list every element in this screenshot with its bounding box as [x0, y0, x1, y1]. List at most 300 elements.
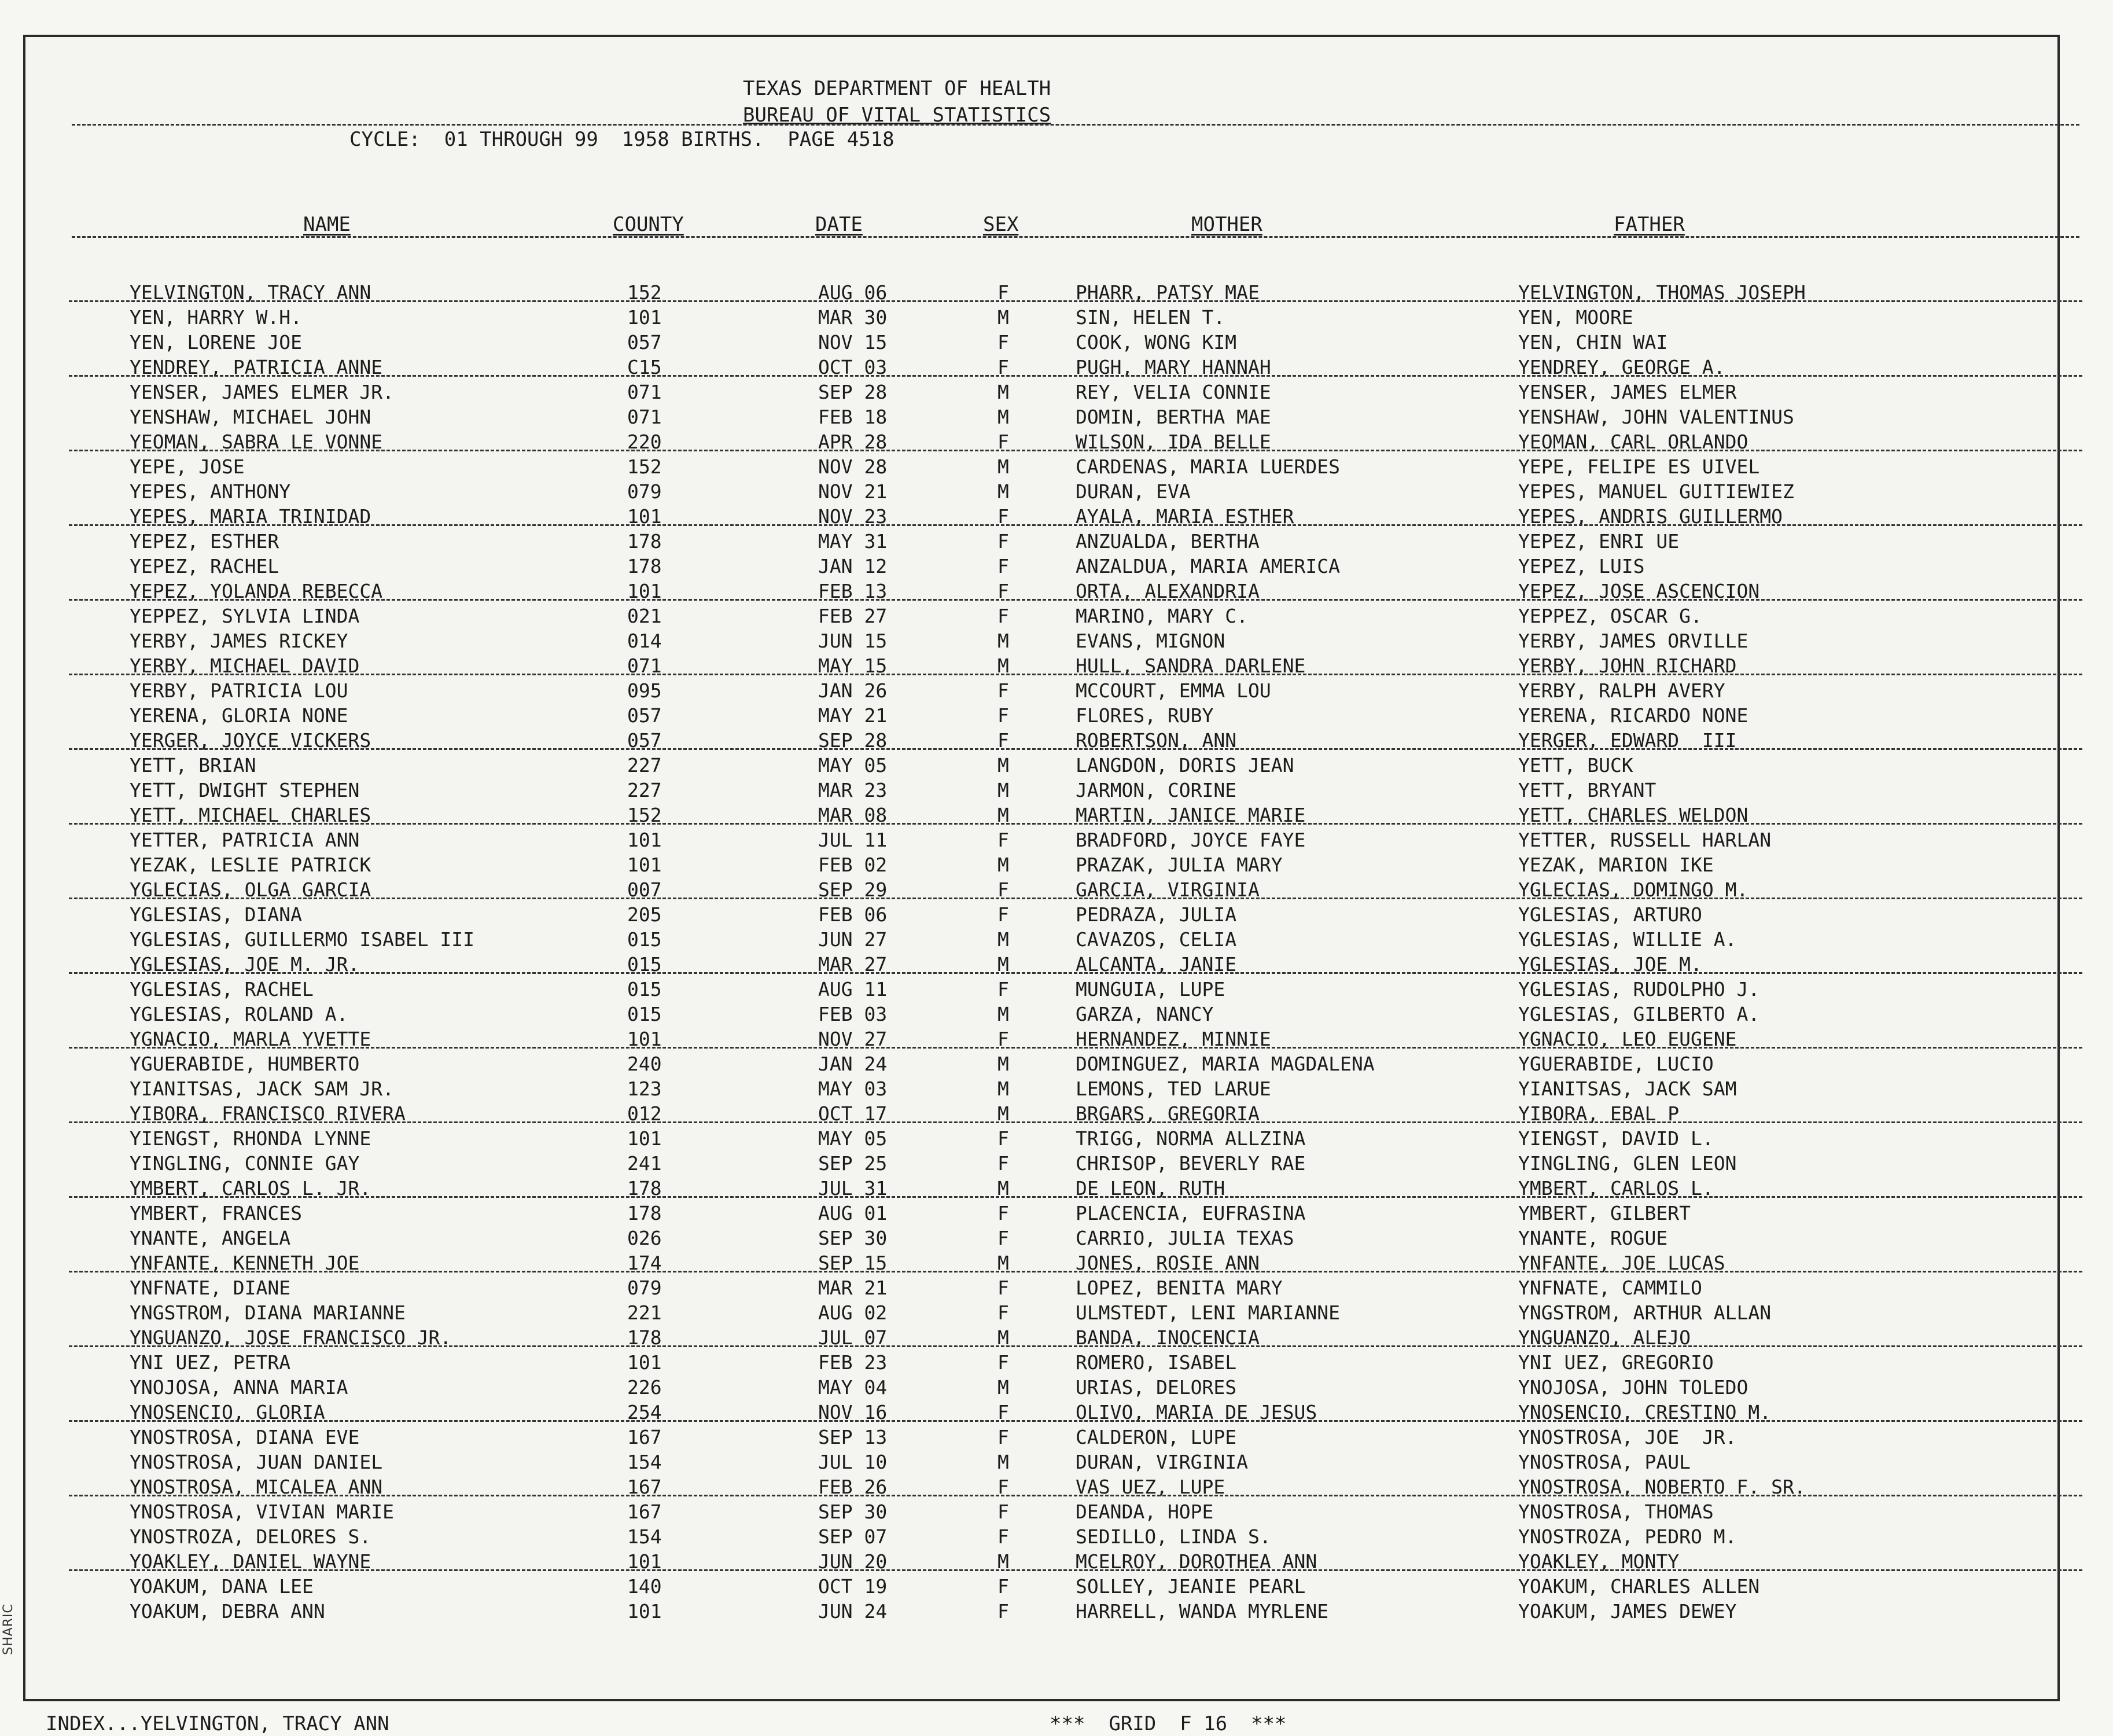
record-county: 012 — [627, 1102, 662, 1125]
record-mother: MUNGUIA, LUPE — [1076, 978, 1225, 1001]
record-date: MAY 05 — [818, 1127, 888, 1150]
record-name: YEPES, ANTHONY — [130, 480, 291, 503]
record-sex: F — [997, 903, 1009, 926]
record-date: JUL 31 — [818, 1177, 888, 1200]
record-name: YENSER, JAMES ELMER JR. — [130, 381, 394, 403]
record-county: 178 — [627, 555, 662, 578]
record-mother: MARTIN, JANICE MARIE — [1076, 804, 1306, 826]
record-sex: F — [997, 1152, 1009, 1175]
record-sex: M — [997, 804, 1009, 826]
record-father: YERBY, JOHN RICHARD — [1518, 654, 1737, 677]
record-name: YINGLING, CONNIE GAY — [130, 1152, 360, 1175]
record-mother: MCELROY, DOROTHEA ANN — [1076, 1550, 1317, 1573]
record-date: MAY 31 — [818, 530, 888, 553]
record-date: SEP 15 — [818, 1252, 888, 1274]
record-date: JUN 24 — [818, 1600, 888, 1623]
record-father: YGNACIO, LEO EUGENE — [1518, 1028, 1737, 1050]
record-sex: F — [997, 331, 1009, 354]
record-row — [25, 1474, 2062, 1499]
record-name: YOAKLEY, DANIEL WAYNE — [130, 1550, 371, 1573]
record-name: YEOMAN, SABRA LE VONNE — [130, 431, 383, 453]
record-sex: M — [997, 1003, 1009, 1025]
record-mother: AYALA, MARIA ESTHER — [1076, 505, 1294, 528]
record-name: YERENA, GLORIA NONE — [130, 704, 348, 727]
record-row — [25, 1176, 2062, 1201]
record-row — [25, 454, 2062, 479]
record-father: YEPPEZ, OSCAR G. — [1518, 605, 1702, 627]
record-county: 015 — [627, 953, 662, 976]
record-date: MAY 05 — [818, 754, 888, 777]
record-date: FEB 23 — [818, 1351, 888, 1374]
record-mother: COOK, WONG KIM — [1076, 331, 1237, 354]
record-sex: M — [997, 1550, 1009, 1573]
record-county: 057 — [627, 704, 662, 727]
record-county: 178 — [627, 530, 662, 553]
record-mother: CHRISOP, BEVERLY RAE — [1076, 1152, 1306, 1175]
record-mother: HARRELL, WANDA MYRLENE — [1076, 1600, 1329, 1623]
record-mother: CALDERON, LUPE — [1076, 1426, 1237, 1448]
record-date: APR 28 — [818, 431, 888, 453]
record-mother: PLACENCIA, EUFRASINA — [1076, 1202, 1306, 1224]
record-mother: DE LEON, RUTH — [1076, 1177, 1225, 1200]
record-sex: F — [997, 431, 1009, 453]
record-county: 220 — [627, 431, 662, 453]
record-date: FEB 26 — [818, 1476, 888, 1498]
record-sex: F — [997, 505, 1009, 528]
record-father: YEPES, MANUEL GUITIEWIEZ — [1518, 480, 1794, 503]
record-date: JUL 10 — [818, 1451, 888, 1473]
record-sex: F — [997, 580, 1009, 602]
record-row — [25, 1226, 2062, 1250]
record-mother: BRGARS, GREGORIA — [1076, 1102, 1260, 1125]
record-father: YETT, BUCK — [1518, 754, 1633, 777]
record-date: FEB 02 — [818, 854, 888, 876]
record-mother: ROMERO, ISABEL — [1076, 1351, 1237, 1374]
record-county: 095 — [627, 679, 662, 702]
record-county: 057 — [627, 331, 662, 354]
record-row — [25, 1275, 2062, 1300]
record-county: 221 — [627, 1301, 662, 1324]
record-sex: F — [997, 1028, 1009, 1050]
record-sex: F — [997, 1202, 1009, 1224]
record-row — [25, 1325, 2062, 1350]
record-sex: F — [997, 605, 1009, 627]
record-father: YERGER, EDWARD III — [1518, 729, 1737, 752]
record-mother: PUGH, MARY HANNAH — [1076, 356, 1271, 378]
record-sex: F — [997, 1525, 1009, 1548]
record-date: NOV 15 — [818, 331, 888, 354]
record-father: YEZAK, MARION IKE — [1518, 854, 1714, 876]
record-name: YETT, DWIGHT STEPHEN — [130, 779, 360, 801]
record-mother: GARCIA, VIRGINIA — [1076, 878, 1260, 901]
record-name: YNOSTROSA, JUAN DANIEL — [130, 1451, 383, 1473]
column-header-county: COUNTY — [613, 213, 684, 236]
record-father: YNOJOSA, JOHN TOLEDO — [1518, 1376, 1748, 1399]
record-sex: M — [997, 1102, 1009, 1125]
record-date: MAR 30 — [818, 306, 888, 329]
record-name: YNANTE, ANGELA — [130, 1227, 291, 1249]
record-row — [25, 529, 2062, 554]
record-county: 154 — [627, 1451, 662, 1473]
record-mother: JARMON, CORINE — [1076, 779, 1237, 801]
record-mother: LOPEZ, BENITA MARY — [1076, 1277, 1283, 1299]
record-sex: F — [997, 1575, 1009, 1598]
record-row — [25, 877, 2062, 902]
record-mother: PHARR, PATSY MAE — [1076, 281, 1260, 304]
record-sex: F — [997, 729, 1009, 752]
record-county: 101 — [627, 854, 662, 876]
record-date: NOV 23 — [818, 505, 888, 528]
record-sex: M — [997, 381, 1009, 403]
record-county: 101 — [627, 505, 662, 528]
record-date: MAY 15 — [818, 654, 888, 677]
record-row — [25, 977, 2062, 1002]
record-mother: HULL, SANDRA DARLENE — [1076, 654, 1306, 677]
record-mother: FLORES, RUBY — [1076, 704, 1214, 727]
record-name: YMBERT, CARLOS L. JR. — [130, 1177, 371, 1200]
agency-title: TEXAS DEPARTMENT OF HEALTH — [743, 77, 1051, 100]
record-sex: F — [997, 1476, 1009, 1498]
record-row — [25, 1101, 2062, 1126]
index-footer: INDEX...YELVINGTON, TRACY ANN — [46, 1712, 389, 1735]
record-mother: ANZUALDA, BERTHA — [1076, 530, 1260, 553]
record-father: YETTER, RUSSELL HARLAN — [1518, 829, 1772, 851]
record-father: YEPE, FELIPE ES UIVEL — [1518, 455, 1760, 478]
record-sex: M — [997, 953, 1009, 976]
record-mother: MCCOURT, EMMA LOU — [1076, 679, 1271, 702]
record-mother: WILSON, IDA BELLE — [1076, 431, 1271, 453]
record-father: YENDREY, GEORGE A. — [1518, 356, 1725, 378]
record-name: YEPEZ, ESTHER — [130, 530, 279, 553]
record-county: 226 — [627, 1376, 662, 1399]
column-header-father: FATHER — [1614, 213, 1685, 236]
record-date: JAN 26 — [818, 679, 888, 702]
record-date: AUG 11 — [818, 978, 888, 1001]
record-father: YGLESIAS, GILBERTO A. — [1518, 1003, 1760, 1025]
record-father: YEN, MOORE — [1518, 306, 1633, 329]
record-name: YOAKUM, DANA LEE — [130, 1575, 314, 1598]
record-father: YEPEZ, JOSE ASCENCION — [1518, 580, 1760, 602]
cycle-line: CYCLE: 01 THROUGH 99 1958 BIRTHS. PAGE 4518 — [349, 128, 894, 151]
record-sex: M — [997, 306, 1009, 329]
record-father: YNOSTROSA, NOBERTO F. SR. — [1518, 1476, 1806, 1498]
record-date: JUL 11 — [818, 829, 888, 851]
record-mother: CARRIO, JULIA TEXAS — [1076, 1227, 1294, 1249]
record-name: YIBORA, FRANCISCO RIVERA — [130, 1102, 406, 1125]
record-name: YNOSTROSA, DIANA EVE — [130, 1426, 360, 1448]
record-date: OCT 19 — [818, 1575, 888, 1598]
record-name: YNOSTROZA, DELORES S. — [130, 1525, 371, 1548]
record-mother: GARZA, NANCY — [1076, 1003, 1214, 1025]
record-date: JUN 15 — [818, 630, 888, 652]
record-date: MAY 21 — [818, 704, 888, 727]
record-county: 167 — [627, 1500, 662, 1523]
record-name: YGLESIAS, DIANA — [130, 903, 303, 926]
record-row — [25, 330, 2062, 355]
record-date: AUG 01 — [818, 1202, 888, 1224]
record-county: 026 — [627, 1227, 662, 1249]
column-header-sex: SEX — [983, 213, 1019, 236]
record-sex: M — [997, 854, 1009, 876]
record-row — [25, 1002, 2062, 1027]
record-sex: M — [997, 1177, 1009, 1200]
record-name: YGLESIAS, RACHEL — [130, 978, 314, 1001]
record-name: YGLESIAS, GUILLERMO ISABEL III — [130, 928, 475, 951]
record-name: YNOSENCIO, GLORIA — [130, 1401, 325, 1424]
record-name: YEPPEZ, SYLVIA LINDA — [130, 605, 360, 627]
record-name: YENDREY, PATRICIA ANNE — [130, 356, 383, 378]
record-name: YEN, HARRY W.H. — [130, 306, 303, 329]
record-mother: JONES, ROSIE ANN — [1076, 1252, 1260, 1274]
record-county: 167 — [627, 1476, 662, 1498]
record-father: YNGUANZO, ALEJO — [1518, 1326, 1691, 1349]
records-list — [25, 280, 2062, 1624]
record-county: 057 — [627, 729, 662, 752]
column-header-date: DATE — [815, 213, 863, 236]
record-sex: F — [997, 1600, 1009, 1623]
record-county: C15 — [627, 356, 662, 378]
record-mother: ROBERTSON, ANN — [1076, 729, 1237, 752]
record-name: YERBY, JAMES RICKEY — [130, 630, 348, 652]
record-father: YEPES, ANDRIS GUILLERMO — [1518, 505, 1783, 528]
record-county: 227 — [627, 754, 662, 777]
record-county: 079 — [627, 480, 662, 503]
record-father: YIANITSAS, JACK SAM — [1518, 1077, 1737, 1100]
record-name: YEPE, JOSE — [130, 455, 245, 478]
record-sex: F — [997, 356, 1009, 378]
record-name: YGLESIAS, ROLAND A. — [130, 1003, 348, 1025]
record-date: NOV 16 — [818, 1401, 888, 1424]
record-mother: DOMIN, BERTHA MAE — [1076, 406, 1271, 428]
record-row — [25, 429, 2062, 454]
record-name: YERBY, PATRICIA LOU — [130, 679, 348, 702]
record-county: 071 — [627, 406, 662, 428]
record-name: YGUERABIDE, HUMBERTO — [130, 1053, 360, 1075]
record-mother: OLIVO, MARIA DE JESUS — [1076, 1401, 1317, 1424]
record-sex: F — [997, 1351, 1009, 1374]
record-sex: M — [997, 1053, 1009, 1075]
record-date: FEB 18 — [818, 406, 888, 428]
record-row — [25, 1499, 2062, 1524]
record-row — [25, 604, 2062, 628]
record-sex: M — [997, 654, 1009, 677]
record-county: 178 — [627, 1177, 662, 1200]
record-date: JUN 20 — [818, 1550, 888, 1573]
record-row — [25, 554, 2062, 579]
record-county: 167 — [627, 1426, 662, 1448]
record-sex: M — [997, 1451, 1009, 1473]
record-mother: DURAN, EVA — [1076, 480, 1191, 503]
record-father: YEPEZ, ENRI UE — [1518, 530, 1680, 553]
record-mother: LEMONS, TED LARUE — [1076, 1077, 1271, 1100]
record-row — [25, 952, 2062, 977]
record-mother: ULMSTEDT, LENI MARIANNE — [1076, 1301, 1340, 1324]
record-county: 101 — [627, 1127, 662, 1150]
record-sex: M — [997, 455, 1009, 478]
record-father: YNANTE, ROGUE — [1518, 1227, 1668, 1249]
record-mother: DOMINGUEZ, MARIA MAGDALENA — [1076, 1053, 1375, 1075]
record-row — [25, 653, 2062, 678]
record-sex: M — [997, 779, 1009, 801]
record-date: FEB 13 — [818, 580, 888, 602]
record-row — [25, 1450, 2062, 1474]
record-mother: ORTA, ALEXANDRIA — [1076, 580, 1260, 602]
record-county: 101 — [627, 1028, 662, 1050]
side-label: SHARIC — [1, 1603, 16, 1655]
record-name: YEZAK, LESLIE PATRICK — [130, 854, 371, 876]
record-date: FEB 03 — [818, 1003, 888, 1025]
record-mother: BRADFORD, JOYCE FAYE — [1076, 829, 1306, 851]
record-county: 015 — [627, 928, 662, 951]
record-mother: VAS UEZ, LUPE — [1076, 1476, 1225, 1498]
record-father: YNOSTROSA, JOE JR. — [1518, 1426, 1737, 1448]
record-name: YNGSTROM, DIANA MARIANNE — [130, 1301, 406, 1324]
record-row — [25, 628, 2062, 653]
record-name: YERGER, JOYCE VICKERS — [130, 729, 371, 752]
record-date: FEB 27 — [818, 605, 888, 627]
record-date: SEP 30 — [818, 1227, 888, 1249]
record-row — [25, 902, 2062, 927]
record-row — [25, 703, 2062, 728]
record-date: SEP 25 — [818, 1152, 888, 1175]
record-name: YEPES, MARIA TRINIDAD — [130, 505, 371, 528]
record-date: SEP 29 — [818, 878, 888, 901]
record-father: YNOSENCIO, CRESTINO M. — [1518, 1401, 1772, 1424]
record-row — [25, 1201, 2062, 1226]
record-name: YETT, BRIAN — [130, 754, 256, 777]
record-mother: BANDA, INOCENCIA — [1076, 1326, 1260, 1349]
record-name: YNOSTROSA, VIVIAN MARIE — [130, 1500, 394, 1523]
record-county: 178 — [627, 1202, 662, 1224]
record-county: 101 — [627, 1351, 662, 1374]
record-date: NOV 27 — [818, 1028, 888, 1050]
record-row — [25, 1574, 2062, 1599]
record-sex: M — [997, 1376, 1009, 1399]
record-mother: SEDILLO, LINDA S. — [1076, 1525, 1271, 1548]
record-mother: SIN, HELEN T. — [1076, 306, 1225, 329]
record-date: NOV 21 — [818, 480, 888, 503]
record-name: YGNACIO, MARLA YVETTE — [130, 1028, 371, 1050]
record-sex: F — [997, 555, 1009, 578]
record-mother: TRIGG, NORMA ALLZINA — [1076, 1127, 1306, 1150]
record-county: 101 — [627, 829, 662, 851]
record-sex: F — [997, 878, 1009, 901]
record-sex: M — [997, 1326, 1009, 1349]
record-row — [25, 280, 2062, 305]
record-father: YGLESIAS, JOE M. — [1518, 953, 1702, 976]
record-sex: F — [997, 1277, 1009, 1299]
record-row — [25, 1599, 2062, 1624]
record-sex: F — [997, 281, 1009, 304]
record-mother: CARDENAS, MARIA LUERDES — [1076, 455, 1340, 478]
record-father: YMBERT, GILBERT — [1518, 1202, 1691, 1224]
record-date: JAN 12 — [818, 555, 888, 578]
record-sex: F — [997, 1301, 1009, 1324]
bureau-title: BUREAU OF VITAL STATISTICS — [743, 104, 1051, 127]
record-father: YNOSTROSA, PAUL — [1518, 1451, 1691, 1473]
record-name: YGLESIAS, JOE M. JR. — [130, 953, 360, 976]
record-mother: CAVAZOS, CELIA — [1076, 928, 1237, 951]
record-county: 101 — [627, 1600, 662, 1623]
record-row — [25, 479, 2062, 504]
record-row — [25, 305, 2062, 330]
record-name: YEPEZ, YOLANDA REBECCA — [130, 580, 383, 602]
record-name: YNOJOSA, ANNA MARIA — [130, 1376, 348, 1399]
record-mother: ALCANTA, JANIE — [1076, 953, 1237, 976]
record-name: YIENGST, RHONDA LYNNE — [130, 1127, 371, 1150]
record-date: SEP 28 — [818, 729, 888, 752]
record-county: 178 — [627, 1326, 662, 1349]
record-father: YERBY, RALPH AVERY — [1518, 679, 1725, 702]
record-row — [25, 1250, 2062, 1275]
record-sex: F — [997, 1227, 1009, 1249]
record-sex: M — [997, 480, 1009, 503]
record-name: YETTER, PATRICIA ANN — [130, 829, 360, 851]
record-row — [25, 1126, 2062, 1151]
column-header-rule — [72, 236, 2079, 238]
record-mother: PEDRAZA, JULIA — [1076, 903, 1237, 926]
record-father: YMBERT, CARLOS L. — [1518, 1177, 1714, 1200]
grid-footer: *** GRID F 16 *** — [1050, 1712, 1287, 1735]
record-row — [25, 380, 2062, 404]
record-row — [25, 827, 2062, 852]
record-father: YOAKLEY, MONTY — [1518, 1550, 1680, 1573]
record-father: YINGLING, GLEN LEON — [1518, 1152, 1737, 1175]
record-sex: M — [997, 630, 1009, 652]
record-row — [25, 1027, 2062, 1051]
record-row — [25, 803, 2062, 827]
record-name: YGLECIAS, OLGA GARCIA — [130, 878, 371, 901]
document-frame — [23, 35, 2060, 1735]
record-county: 101 — [627, 580, 662, 602]
record-county: 152 — [627, 281, 662, 304]
record-row — [25, 579, 2062, 604]
record-sex: F — [997, 978, 1009, 1001]
header-rule — [72, 124, 2079, 126]
record-row — [25, 1524, 2062, 1549]
record-mother: DURAN, VIRGINIA — [1076, 1451, 1249, 1473]
record-name: YERBY, MICHAEL DAVID — [130, 654, 360, 677]
record-county: 240 — [627, 1053, 662, 1075]
record-county: 071 — [627, 381, 662, 403]
record-name: YIANITSAS, JACK SAM JR. — [130, 1077, 394, 1100]
record-date: OCT 17 — [818, 1102, 888, 1125]
record-sex: F — [997, 829, 1009, 851]
record-name: YNOSTROSA, MICALEA ANN — [130, 1476, 383, 1498]
record-row — [25, 1400, 2062, 1425]
record-sex: M — [997, 1077, 1009, 1100]
record-date: SEP 07 — [818, 1525, 888, 1548]
record-mother: REY, VELIA CONNIE — [1076, 381, 1271, 403]
record-county: 241 — [627, 1152, 662, 1175]
record-row — [25, 753, 2062, 778]
record-row — [25, 404, 2062, 429]
record-mother: DEANDA, HOPE — [1076, 1500, 1214, 1523]
record-name: YNI UEZ, PETRA — [130, 1351, 291, 1374]
record-father: YNFANTE, JOE LUCAS — [1518, 1252, 1725, 1274]
record-sex: F — [997, 1401, 1009, 1424]
record-name: YETT, MICHAEL CHARLES — [130, 804, 371, 826]
record-date: AUG 06 — [818, 281, 888, 304]
record-father: YENSHAW, JOHN VALENTINUS — [1518, 406, 1794, 428]
record-date: SEP 30 — [818, 1500, 888, 1523]
record-name: YOAKUM, DEBRA ANN — [130, 1600, 325, 1623]
record-sex: F — [997, 530, 1009, 553]
record-name: YMBERT, FRANCES — [130, 1202, 303, 1224]
record-sex: M — [997, 1252, 1009, 1274]
column-header-name: NAME — [303, 213, 351, 236]
record-father: YGLESIAS, ARTURO — [1518, 903, 1702, 926]
